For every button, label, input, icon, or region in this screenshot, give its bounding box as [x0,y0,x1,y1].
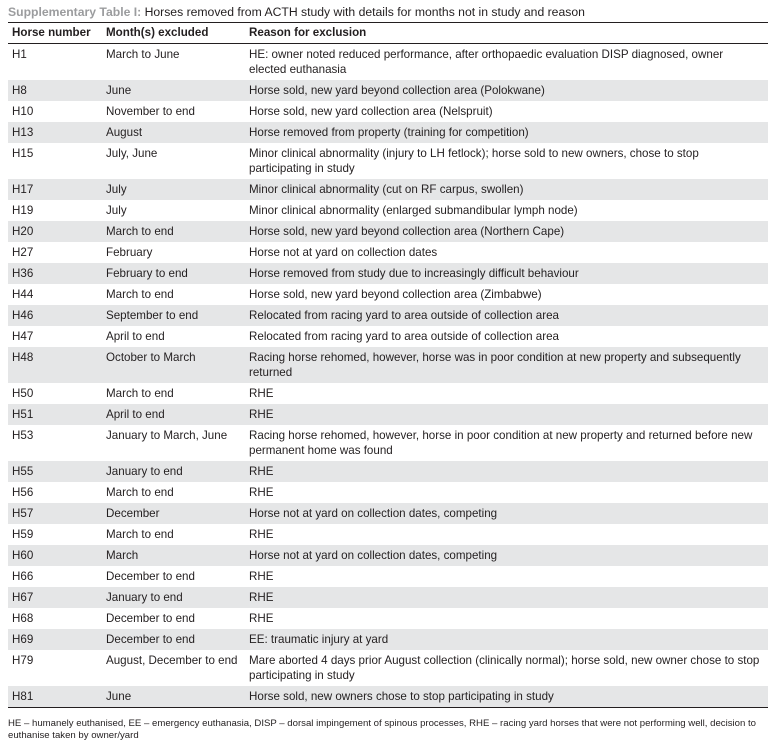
cell-horse-number: H47 [12,330,34,343]
cell-reason: Racing horse rehomed, however, horse in poor condition at new property and returned before new permanent home was found [249,429,753,457]
cell-months-excluded: September to end [106,309,199,322]
cell-reason: Horse not at yard on collection dates [249,246,438,259]
cell-horse-number: H27 [12,246,34,259]
cell-months-excluded: February to end [106,267,188,280]
exclusion-table [8,22,768,708]
cell-reason: Horse sold, new yard beyond collection area (Northern Cape) [249,225,565,238]
table-row [8,80,768,101]
table-footnote: HE – humanely euthanised, EE – emergency euthanasia, DISP – dorsal impingement of spinous processes, RHE – racing yard horses that were not performing well, decision to euthanise taken by owner/yard [8,718,756,741]
cell-months-excluded: August, December to end [106,654,238,667]
cell-months-excluded: March to end [106,387,174,400]
table-row [8,587,768,608]
table-header-row [8,23,768,44]
cell-months-excluded: October to March [106,351,196,364]
table-row [8,305,768,326]
cell-months-excluded: March [106,549,139,562]
cell-horse-number: H57 [12,507,34,520]
cell-reason: Horse sold, new yard beyond collection area (Polokwane) [249,84,545,97]
cell-reason: RHE [249,570,274,583]
caption-label: Supplementary Table I: [8,5,142,19]
cell-horse-number: H66 [12,570,34,583]
table-row [8,566,768,587]
table-row [8,686,768,708]
cell-months-excluded: December to end [106,633,195,646]
cell-reason: Minor clinical abnormality (cut on RF carpus, swollen) [249,183,524,196]
cell-horse-number: H81 [12,690,34,703]
table-row [8,383,768,404]
table-row [8,524,768,545]
table-row [8,284,768,305]
cell-reason: RHE [249,465,274,478]
cell-reason: RHE [249,408,274,421]
cell-horse-number: H69 [12,633,34,646]
cell-reason: RHE [249,528,274,541]
table-row [8,425,768,461]
cell-reason: Horse removed from property (training for competition) [249,126,529,139]
cell-reason: Horse not at yard on collection dates, competing [249,549,498,562]
table-row [8,263,768,284]
cell-months-excluded: March to June [106,48,180,61]
cell-reason: Relocated from racing yard to area outside of collection area [249,330,559,343]
cell-months-excluded: December to end [106,570,195,583]
cell-horse-number: H53 [12,429,34,442]
cell-horse-number: H67 [12,591,34,604]
header-months-excluded: Month(s) excluded [106,26,209,39]
cell-reason: Horse not at yard on collection dates, competing [249,507,498,520]
cell-horse-number: H15 [12,147,34,160]
cell-reason: Horse sold, new yard beyond collection area (Zimbabwe) [249,288,542,301]
cell-months-excluded: March to end [106,528,174,541]
cell-horse-number: H10 [12,105,34,118]
cell-months-excluded: January to end [106,591,183,604]
cell-months-excluded: February [106,246,153,259]
cell-months-excluded: July, June [106,147,158,160]
table-row [8,326,768,347]
table-row [8,503,768,524]
cell-horse-number: H68 [12,612,34,625]
cell-horse-number: H20 [12,225,34,238]
cell-months-excluded: November to end [106,105,195,118]
cell-months-excluded: July [106,204,127,217]
cell-horse-number: H44 [12,288,34,301]
cell-reason: RHE [249,387,274,400]
cell-horse-number: H48 [12,351,34,364]
table-row [8,629,768,650]
cell-months-excluded: April to end [106,330,165,343]
cell-horse-number: H79 [12,654,34,667]
header-horse-number: Horse number [12,26,91,39]
cell-months-excluded: August [106,126,143,139]
cell-reason: RHE [249,612,274,625]
table-body [8,44,768,708]
cell-months-excluded: March to end [106,486,174,499]
cell-reason: EE: traumatic injury at yard [249,633,389,646]
cell-reason: Racing horse rehomed, however, horse was in poor condition at new property and subsequently returned [249,351,741,379]
table-row [8,101,768,122]
cell-horse-number: H8 [12,84,27,97]
cell-months-excluded: December [106,507,160,520]
cell-months-excluded: June [106,690,132,703]
cell-reason: Horse sold, new owners chose to stop participating in study [249,690,554,703]
cell-horse-number: H17 [12,183,34,196]
table-row [8,545,768,566]
table-row [8,143,768,179]
table-row [8,122,768,143]
cell-horse-number: H1 [12,48,27,61]
table-row [8,242,768,263]
cell-horse-number: H46 [12,309,34,322]
cell-reason: HE: owner noted reduced performance, after orthopaedic evaluation DISP diagnosed, owner elected euthanasia [249,48,724,76]
table-row [8,44,768,81]
cell-horse-number: H59 [12,528,34,541]
table-row [8,461,768,482]
cell-reason: RHE [249,591,274,604]
header-reason: Reason for exclusion [249,26,367,39]
cell-reason: Relocated from racing yard to area outside of collection area [249,309,559,322]
caption-text: Horses removed from ACTH study with details for months not in study and reason [141,5,585,19]
cell-horse-number: H60 [12,549,34,562]
cell-reason: Minor clinical abnormality (injury to LH fetlock); horse sold to new owners, chose to stop participating in study [249,147,699,175]
cell-months-excluded: March to end [106,225,174,238]
cell-horse-number: H51 [12,408,34,421]
table-row [8,179,768,200]
cell-horse-number: H36 [12,267,34,280]
table-row [8,347,768,383]
cell-months-excluded: March to end [106,288,174,301]
cell-months-excluded: July [106,183,127,196]
cell-horse-number: H50 [12,387,34,400]
table-row [8,650,768,686]
table-caption [8,5,585,20]
cell-horse-number: H55 [12,465,34,478]
cell-reason: Mare aborted 4 days prior August collection (clinically normal); horse sold, new owner chose to stop participating in study [249,654,760,682]
table-row [8,482,768,503]
cell-months-excluded: January to March, June [106,429,228,442]
cell-months-excluded: June [106,84,132,97]
cell-months-excluded: December to end [106,612,195,625]
table-row [8,608,768,629]
cell-horse-number: H56 [12,486,34,499]
cell-months-excluded: April to end [106,408,165,421]
cell-reason: Horse removed from study due to increasingly difficult behaviour [249,267,579,280]
table-row [8,200,768,221]
cell-horse-number: H19 [12,204,34,217]
cell-reason: Minor clinical abnormality (enlarged submandibular lymph node) [249,204,578,217]
table-row [8,404,768,425]
cell-months-excluded: January to end [106,465,183,478]
cell-horse-number: H13 [12,126,34,139]
cell-reason: RHE [249,486,274,499]
table-row [8,221,768,242]
cell-reason: Horse sold, new yard collection area (Nelspruit) [249,105,493,118]
